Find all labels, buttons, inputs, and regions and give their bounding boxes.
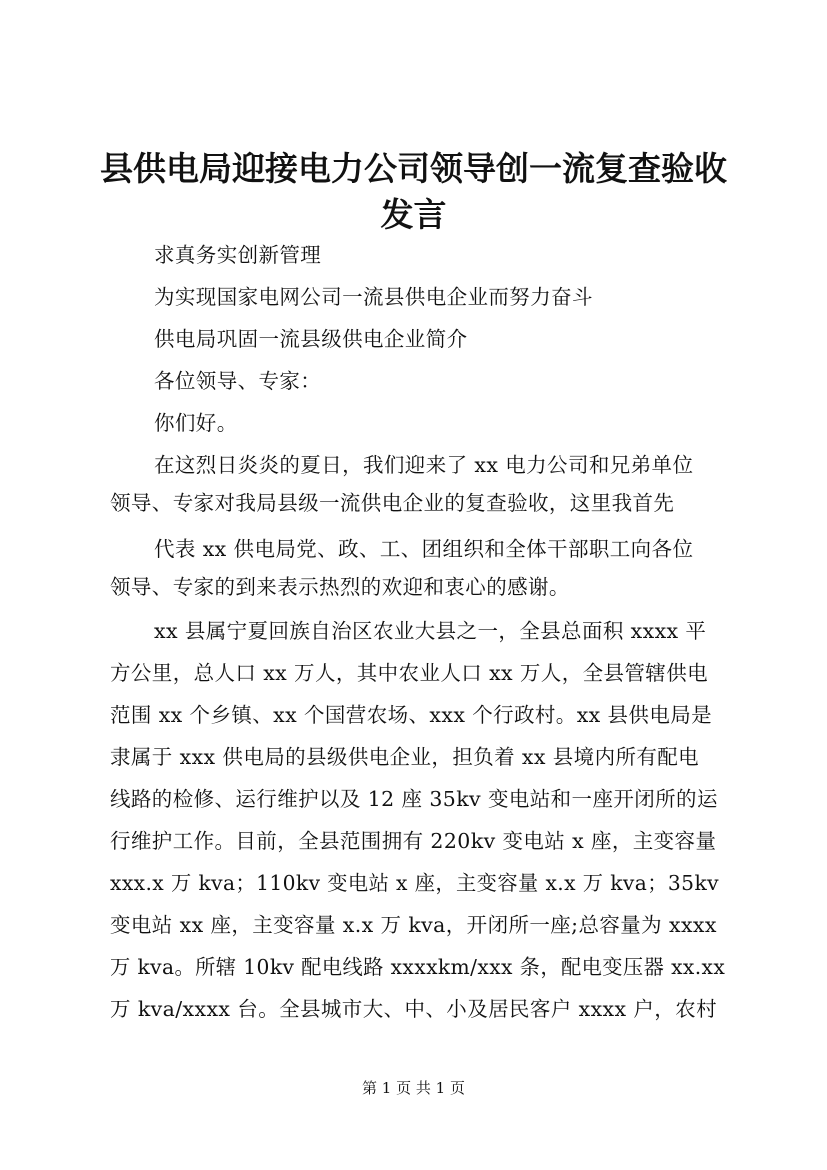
body-line: 求真务实创新管理 <box>154 243 322 267</box>
body-line: xxx.x 万 kva；110kv 变电站 x 座，主变容量 x.x 万 kva；35kv <box>110 871 719 895</box>
body-line: 行维护工作。目前，全县范围拥有 220kv 变电站 x 座，主变容量 <box>110 829 717 853</box>
body-line: 为实现国家电网公司一流县供电企业而努力奋斗 <box>154 285 593 309</box>
body-line: 领导、专家对我局县级一流供电企业的复查验收，这里我首先 <box>110 491 675 515</box>
body-line: 各位领导、专家： <box>154 369 322 393</box>
body-line: xx 县属宁夏回族自治区农业大县之一，全县总面积 xxxx 平 <box>154 619 707 643</box>
body-line: 万 kva/xxxx 台。全县城市大、中、小及居民客户 xxxx 户，农村 <box>110 997 717 1021</box>
document-title: 县供电局迎接电力公司领导创一流复查验收发言 <box>100 149 727 234</box>
body-line: 你们好。 <box>154 411 238 435</box>
body-line: 代表 xx 供电局党、政、工、团组织和全体干部职工向各位 <box>154 537 694 561</box>
body-line: 隶属于 xxx 供电局的县级供电企业，担负着 xx 县境内所有配电 <box>110 745 700 769</box>
body-line: 在这烈日炎炎的夏日，我们迎来了 xx 电力公司和兄弟单位 <box>154 453 694 477</box>
body-line: 万 kva。所辖 10kv 配电线路 xxxxkm/xxx 条，配电变压器 xx.xx <box>110 955 726 979</box>
body-line: 方公里，总人口 xx 万人，其中农业人口 xx 万人，全县管辖供电 <box>110 661 709 685</box>
page-number-footer: 第 1 页 共 1 页 <box>362 1079 465 1097</box>
body-line: 范围 xx 个乡镇、xx 个国营农场、xxx 个行政村。xx 县供电局是 <box>110 703 713 727</box>
body-line: 线路的检修、运行维护以及 12 座 35kv 变电站和一座开闭所的运 <box>110 787 718 811</box>
body-line: 供电局巩固一流县级供电企业简介 <box>154 327 468 351</box>
body-line: 领导、专家的到来表示热烈的欢迎和衷心的感谢。 <box>110 575 570 599</box>
body-line: 变电站 xx 座，主变容量 x.x 万 kva，开闭所一座;总容量为 xxxx <box>110 913 717 937</box>
